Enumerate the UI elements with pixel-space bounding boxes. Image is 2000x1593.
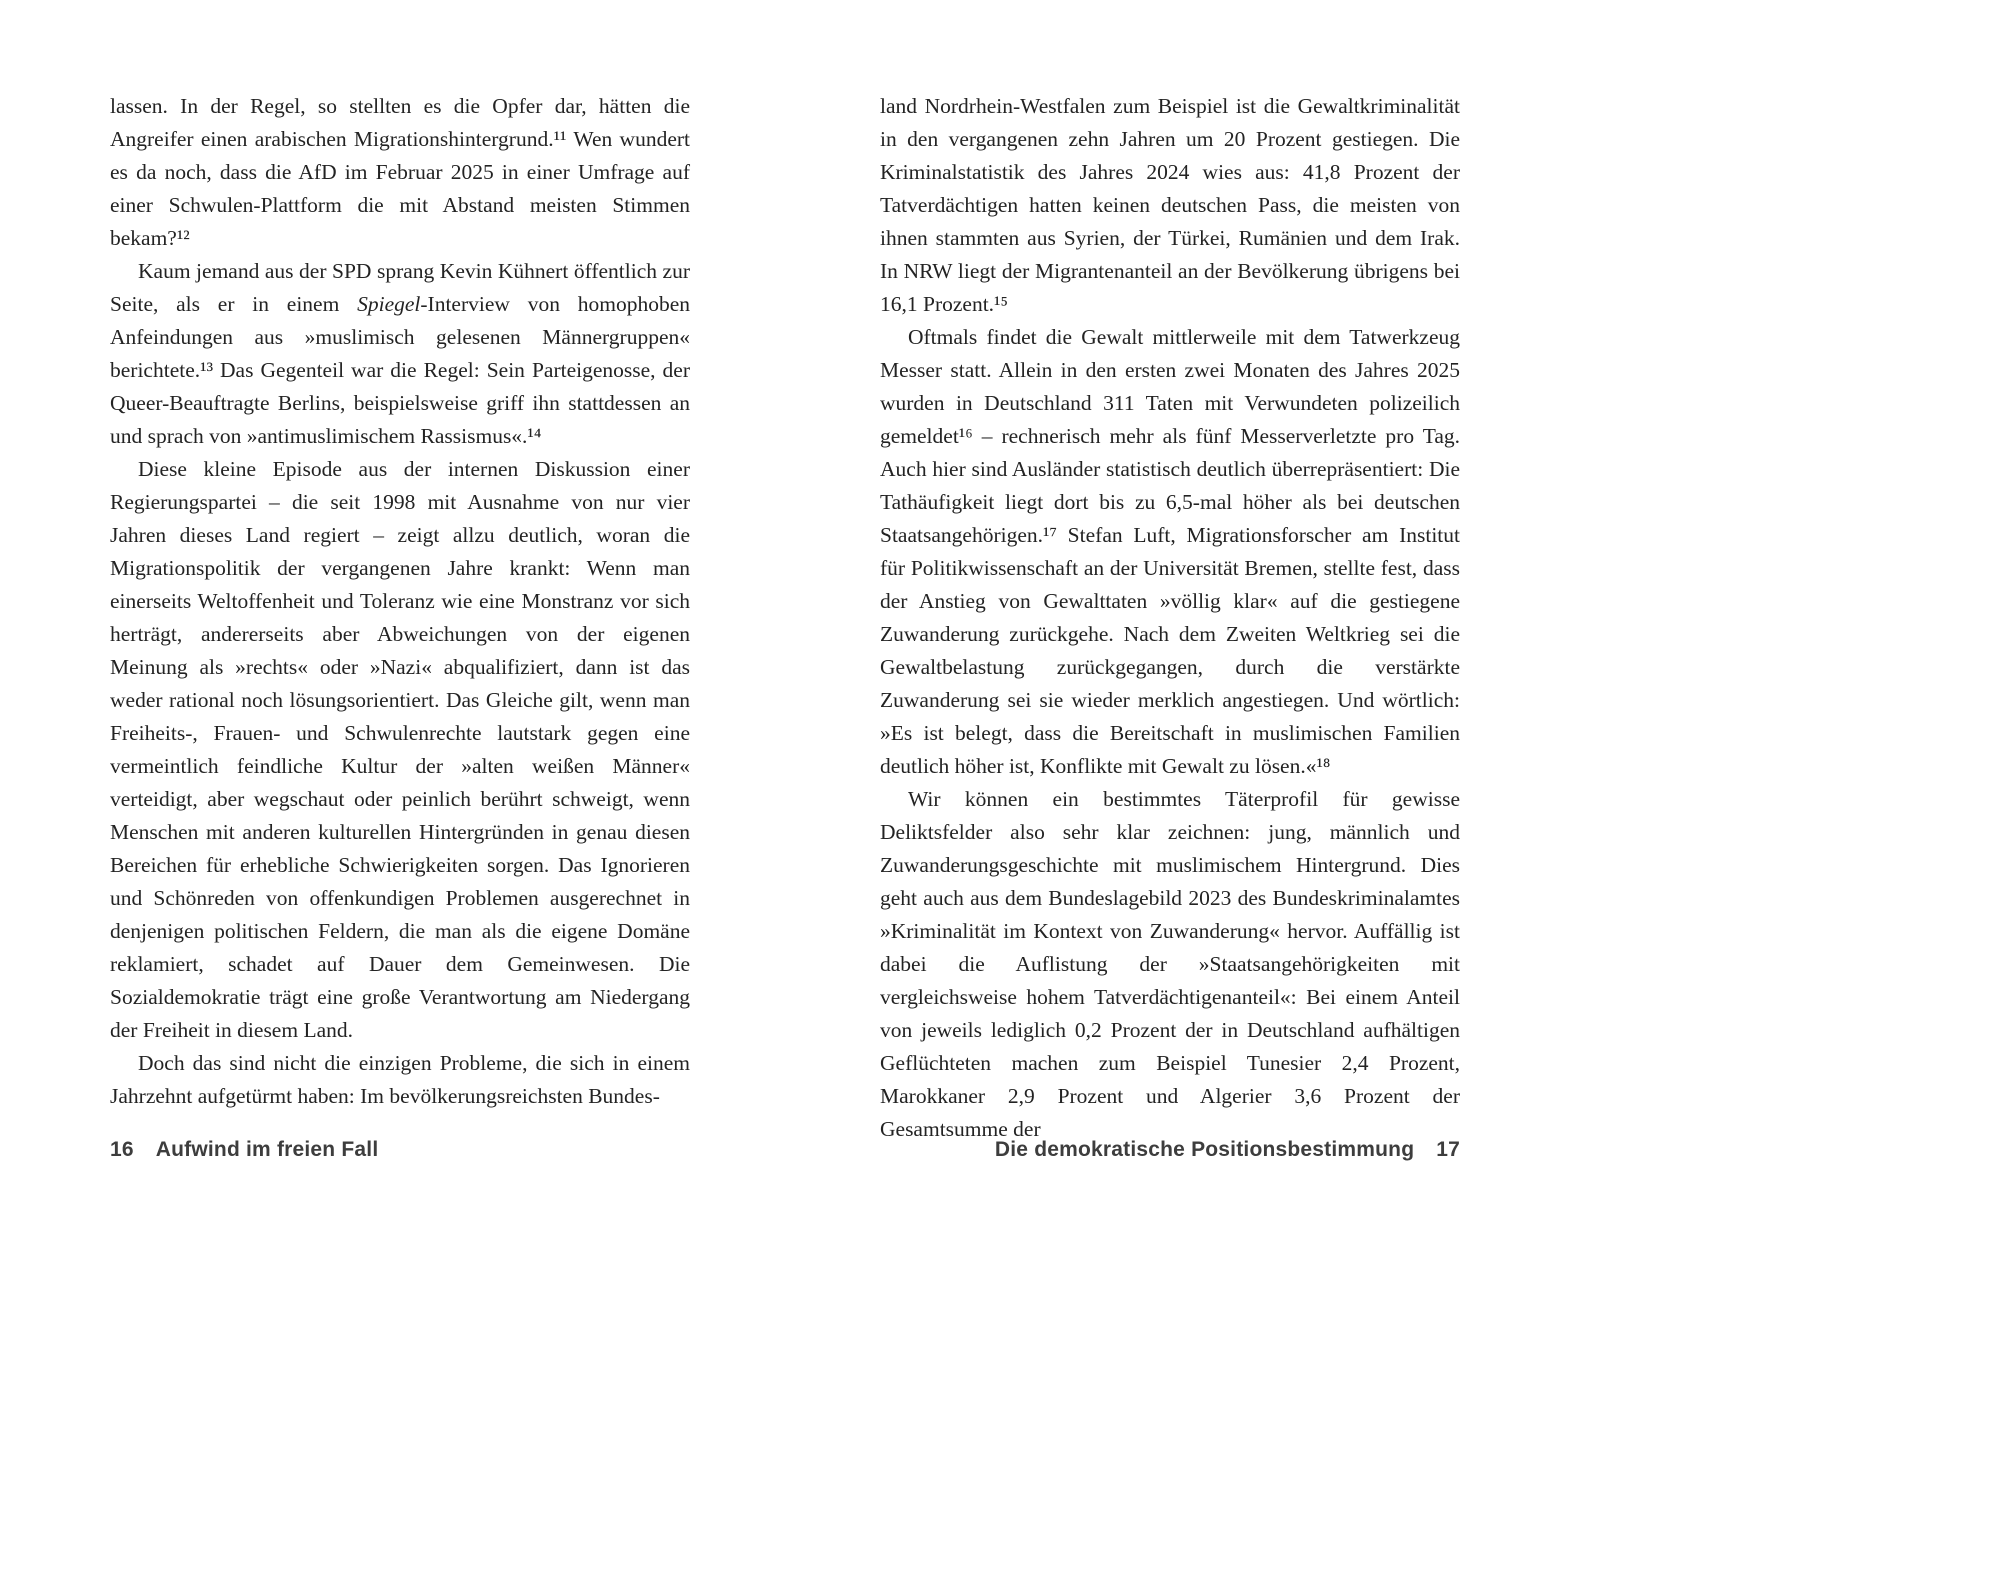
paragraph-text: Kaum jemand aus der SPD sprang Kevin Kühnert öffentlich zur Seite, als er in einem [110,259,690,316]
paragraph-text: -Interview von homophoben Anfeindungen aus »muslimisch gelesenen Männergruppen« berichtete.¹³ Das Gegenteil war die Regel: Sein Parteigenosse, der Queer-Beauftragte Berlins, beispielsweise griff ihn stattdessen an und sprach von »antimuslimischem Rassismus«.¹⁴ [110,292,690,448]
paragraph: land Nordrhein-Westfalen zum Beispiel ist die Gewaltkriminalität in den vergangenen zehn Jahren um 20 Prozent gestiegen. Die Kriminalstatistik des Jahres 2024 wies aus: 41,8 Prozent der Tatverdächtigen hatten keinen deutschen Pass, die meisten von ihnen stammten aus Syrien, der Türkei, Rumänien und dem Irak. In NRW liegt der Migrantenanteil an der Bevölkerung übrigens bei 16,1 Prozent.¹⁵ [880,94,1460,316]
page-number-right: 17 [1436,1138,1460,1161]
page-number-left: 16 [110,1138,134,1161]
running-title-right: Die demokratische Positionsbestimmung [994,1138,1415,1161]
paragraph: Wir können ein bestimmtes Täterprofil für gewisse Deliktsfelder also sehr klar zeichnen: jung, männlich und Zuwanderungsgeschichte mit muslimischem Hintergrund. Dies geht auch aus dem Bundeslagebild 2023 des Bundeskriminalamtes »Kriminalität im Kontext von Zuwanderung« hervor. Auffällig ist dabei die Auflistung der »Staatsangehörigkeiten mit vergleichsweise hohem Tatverdächtigenanteil«: Bei einem Anteil von jeweils lediglich 0,2 Prozent der in Deutschland aufhältigen Geflüchteten machen zum Beispiel Tunesier 2,4 Prozent, Marokkaner 2,9 Prozent und Algerier 3,6 Prozent der Gesamtsumme der [880,787,1460,1141]
right-page-text-column [880,90,1460,1146]
running-title-left: Aufwind im freien Fall [155,1138,379,1161]
paragraph [110,255,690,453]
paragraph: Oftmals findet die Gewalt mittlerweile mit dem Tatwerkzeug Messer statt. Allein in den ersten zwei Monaten des Jahres 2025 wurden in Deutschland 311 Taten mit Verwundeten polizeilich gemeldet¹⁶ – rechnerisch mehr als fünf Messerverletzte pro Tag. Auch hier sind Ausländer statistisch deutlich überrepräsentiert: Die Tathäufigkeit liegt dort bis zu 6,5-mal höher als bei deutschen Staatsangehörigen.¹⁷ Stefan Luft, Migrationsforscher am Institut für Politikwissenschaft an der Universität Bremen, stellte fest, dass der Anstieg von Gewalttaten »völlig klar« auf die gestiegene Zuwanderung zurückgehe. Nach dem Zweiten Weltkrieg sei die Gewaltbelastung zurückgegangen, durch die verstärkte Zuwanderung sei sie wieder merklich angestiegen. Und wörtlich: »Es ist belegt, dass die Bereitschaft in muslimischen Familien deutlich höher ist, Konflikte mit Gewalt zu lösen.«¹⁸ [880,325,1460,778]
left-page-footer [110,1138,690,1162]
paragraph: lassen. In der Regel, so stellten es die Opfer dar, hätten die Angreifer einen arabischen Migrationshintergrund.¹¹ Wen wundert es da noch, dass die AfD im Februar 2025 in einer Umfrage auf einer Schwulen-Plattform die mit Abstand meisten Stimmen bekam?¹² [110,94,690,250]
right-page-footer [880,1138,1460,1162]
paragraph: Doch das sind nicht die einzigen Probleme, die sich in einem Jahrzehnt aufgetürmt haben: Im bevölkerungsreichsten Bundes- [110,1051,690,1108]
italic-word-spiegel: Spiegel [357,292,421,316]
left-page-text-column [110,90,690,1113]
paragraph: Diese kleine Episode aus der internen Diskussion einer Regierungspartei – die seit 1998 mit Ausnahme von nur vier Jahren dieses Land regiert – zeigt allzu deutlich, woran die Migrationspolitik der vergangenen Jahre krankt: Wenn man einerseits Weltoffenheit und Toleranz wie eine Monstranz vor sich herträgt, andererseits aber Abweichungen von der eigenen Meinung als »rechts« oder »Nazi« abqualifiziert, dann ist das weder rational noch lösungsorientiert. Das Gleiche gilt, wenn man Freiheits-, Frauen- und Schwulenrechte lautstark gegen eine vermeintlich feindliche Kultur der »alten weißen Männer« verteidigt, aber wegschaut oder peinlich berührt schweigt, wenn Menschen mit anderen kulturellen Hintergründen in genau diesen Bereichen für erhebliche Schwierigkeiten sorgen. Das Ignorieren und Schönreden von offenkundigen Problemen ausgerechnet in denjenigen politischen Feldern, die man als die eigene Domäne reklamiert, schadet auf Dauer dem Gemeinwesen. Die Sozialdemokratie trägt eine große Verantwortung am Niedergang der Freiheit in diesem Land. [110,457,690,1042]
